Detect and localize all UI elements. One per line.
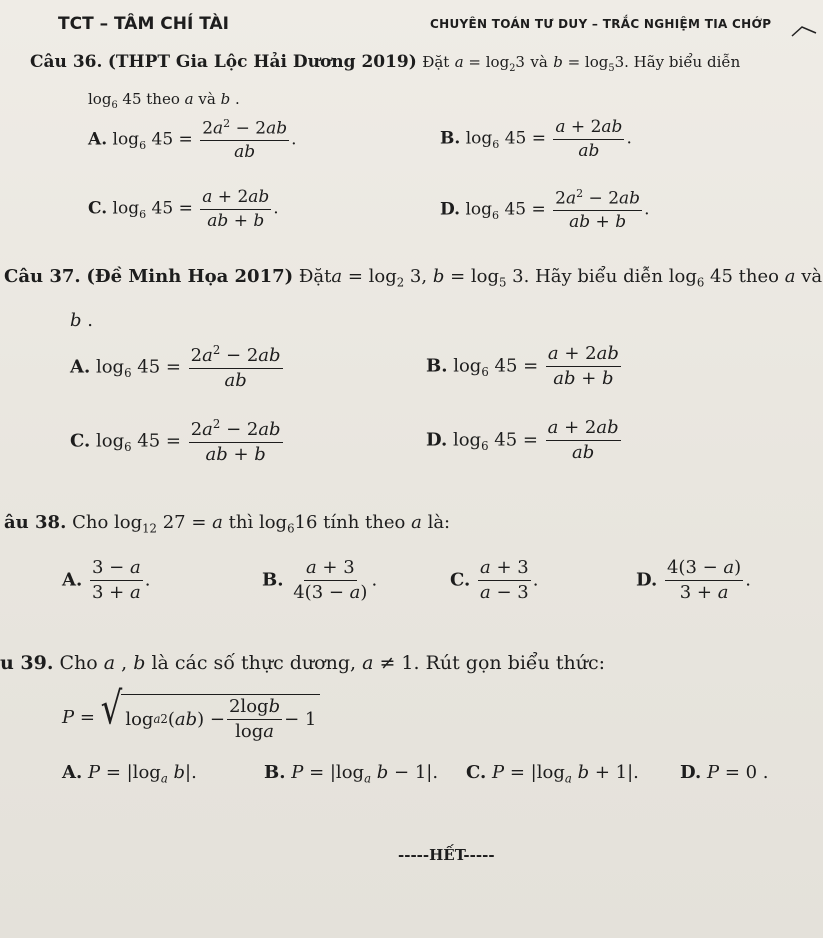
q39-expression: P = √ log a 2 ( ab ) − $\frac{2\log b}{\log a}$ − 1 — [62, 694, 320, 742]
q36-label: Câu 36. — [30, 52, 103, 72]
q36-stem-line2: $\log_6 45$ theo a và b . — [88, 90, 240, 111]
q37-stem: Câu 37. (Đề Minh Họa 2017) Đặta = $\log_2 3$, $b = \log_5 3$. Hãy biểu diễn $\log_6 45$ theo a và — [4, 266, 823, 290]
q38-option-c[interactable]: C. $\frac{a + 3}{a - 3}$ . — [450, 557, 539, 603]
q39-option-a[interactable]: A. $P = |\log_a$ b|. — [62, 762, 197, 786]
q38-stem: âu 38. Cho $\log_{12} 27 = a$ thì $\log_616$ tính theo a là: — [4, 512, 451, 536]
q39-option-c[interactable]: C. $P = |\log_a$ b + 1|. — [466, 762, 639, 786]
q36-option-c[interactable]: C. $\log_6 45$ = $\frac{a + 2ab}{ab + b}$ . — [88, 187, 279, 231]
q37-option-c[interactable]: C. $\log_6 45$ = $\frac{2a^2 - 2ab}{ab + b}$ — [70, 417, 281, 465]
header-left: TCT – TÂM CHÍ TÀI — [58, 14, 229, 34]
q36-option-b[interactable]: B. $\log_6 45$ = $\frac{a + 2ab}{ab}$ . — [440, 117, 632, 161]
q36-option-a[interactable]: A. $\log_6 45$ = $\frac{2a^2 - 2ab}{ab}$ . — [88, 117, 297, 163]
q37-option-d[interactable]: D. $\log_6 45$ = $\frac{a + 2ab}{ab}$ — [426, 417, 619, 463]
q36-source: (THPT Gia Lộc Hải Dương 2019) — [107, 52, 417, 72]
header-mark-icon — [790, 24, 820, 38]
q39-option-b[interactable]: B. $P = |\log_a$ b − 1|. — [264, 762, 439, 786]
q38-option-b[interactable]: B. $\frac{a + 3}{4(3 - a)}$ . — [262, 557, 378, 603]
q38-option-d[interactable]: D. $\frac{4(3 - a)}{3 + a}$ . — [636, 557, 751, 603]
q36-stem: Câu 36. (THPT Gia Lộc Hải Dương 2019) Đặt $a = \log_23$ và $b = \log_53$. Hãy biểu diễn — [30, 52, 741, 74]
q39-stem: u 39. Cho a , b là các số thực dương, a ≠ 1. Rút gọn biểu thức: — [0, 652, 606, 674]
q37-stem-line2: b . — [70, 310, 93, 331]
q37-option-b[interactable]: B. $\log_6 45$ = $\frac{a + 2ab}{ab + b}$ — [426, 343, 619, 389]
end-marker: -----HẾT----- — [398, 846, 495, 864]
q37-option-a[interactable]: A. $\log_6 45$ = $\frac{2a^2 - 2ab}{ab}$ — [70, 343, 281, 391]
header-right: CHUYÊN TOÁN TƯ DUY – TRẮC NGHIỆM TIA CHỚP — [430, 17, 772, 31]
q36-option-d[interactable]: D. $\log_6 45$ = $\frac{2a^2 - 2ab}{ab + b}$ . — [440, 187, 650, 233]
q38-option-a[interactable]: A. $\frac{3 - a}{3 + a}$ . — [62, 557, 151, 603]
q39-option-d[interactable]: D. P = 0 . — [680, 762, 769, 783]
